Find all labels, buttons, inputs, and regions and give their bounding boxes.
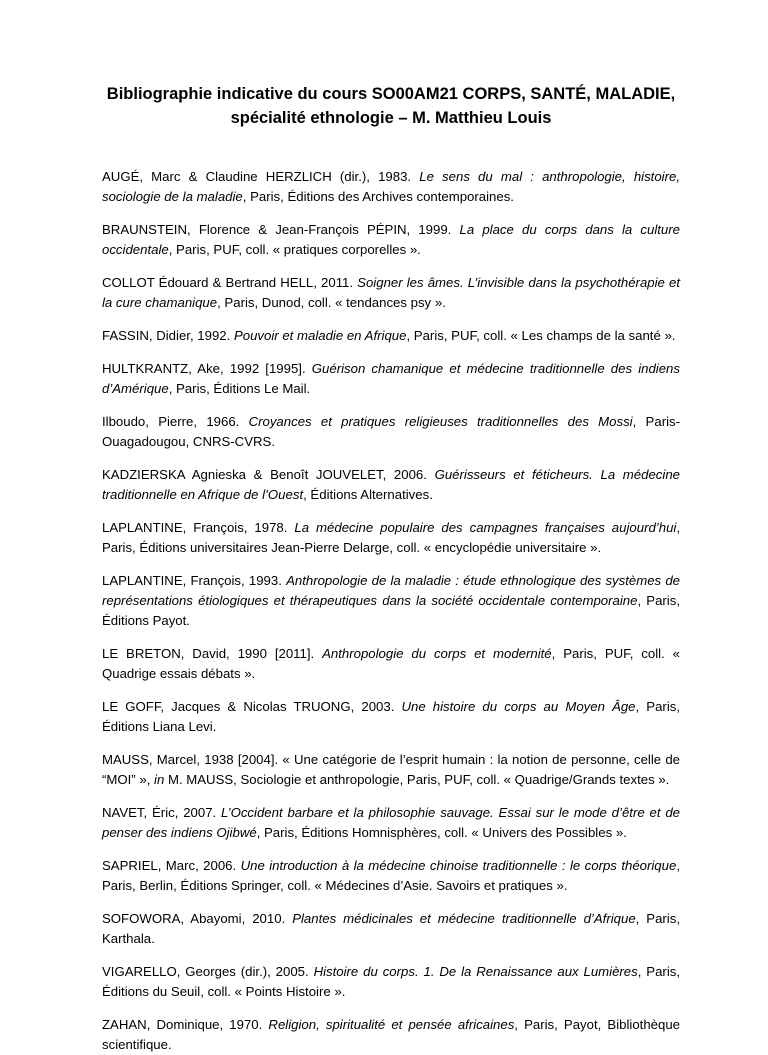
- entry-author: LAPLANTINE, François, 1993.: [102, 573, 287, 588]
- entry-author: COLLOT Édouard & Bertrand HELL, 2011.: [102, 275, 358, 290]
- entry-title: Guérison chamanique et médecine traditionnelle des indiens d’Amérique: [102, 361, 680, 396]
- entry-publisher: , Paris, Éditions des Archives contemporaines.: [242, 189, 514, 204]
- bibliography-entry: [102, 571, 680, 631]
- entry-title: Histoire du corps. 1. De la Renaissance aux Lumières: [313, 964, 638, 979]
- entry-author: LE GOFF, Jacques & Nicolas TRUONG, 2003.: [102, 699, 402, 714]
- entry-publisher: , Paris, Karthala.: [102, 911, 680, 946]
- bibliography-entry: [102, 697, 680, 737]
- bibliography-entry: [102, 167, 680, 207]
- entry-publisher: , Paris-Ouagadougou, CNRS-CVRS.: [102, 414, 680, 449]
- entry-publisher: , Paris, Éditions Le Mail.: [168, 381, 311, 396]
- entry-author: KADZIERSKA Agnieska & Benoît JOUVELET, 2006.: [102, 467, 435, 482]
- entry-title: Anthropologie du corps et modernité: [322, 646, 552, 661]
- entry-author: HULTKRANTZ, Ake, 1992 [1995].: [102, 361, 312, 376]
- bibliography-entry: [102, 326, 680, 346]
- title-line-2: spécialité ethnologie – M. Matthieu Louis: [230, 109, 552, 127]
- entry-publisher: , Paris, Éditions Liana Levi.: [102, 699, 681, 734]
- title-line-1: Bibliographie indicative du cours SO00AM21 CORPS, SANTÉ, MALADIE,: [106, 85, 676, 103]
- bibliography-entry: [102, 1015, 680, 1055]
- entry-publisher: , Paris, PUF, coll. « pratiques corporelles ».: [168, 242, 421, 257]
- entry-publisher: , Éditions Alternatives.: [303, 487, 433, 502]
- entry-publisher: , Paris, Payot, Bibliothèque scientifique.: [102, 1017, 681, 1052]
- entry-title: Religion, spiritualité et pensée africaines: [268, 1017, 515, 1032]
- entry-title: Croyances et pratiques religieuses traditionnelles des Mossi: [248, 414, 633, 429]
- bibliography-entry: [102, 856, 680, 896]
- bibliography-entry: [102, 273, 680, 313]
- bibliography-entry: [102, 962, 680, 1002]
- entry-title: Une histoire du corps au Moyen Âge: [401, 699, 636, 714]
- bibliography-entry: [102, 359, 680, 399]
- entry-author: SAPRIEL, Marc, 2006.: [102, 858, 241, 873]
- entry-title: Guérisseurs et féticheurs. La médecine traditionnelle en Afrique de l’Ouest: [102, 467, 680, 502]
- entry-author: ZAHAN, Dominique, 1970.: [102, 1017, 269, 1032]
- entry-publisher: , Paris, Dunod, coll. « tendances psy ».: [217, 295, 446, 310]
- entry-publisher: , Paris, PUF, coll. « Quadrige essais débats ».: [102, 646, 680, 681]
- entry-publisher: M. MAUSS, Sociologie et anthropologie, Paris, PUF, coll. « Quadrige/Grands textes ».: [164, 772, 670, 787]
- entry-title: Soigner les âmes. L’invisible dans la psychothérapie et la cure chamanique: [102, 275, 680, 310]
- entry-author: FASSIN, Didier, 1992.: [102, 328, 234, 343]
- entry-title: La médecine populaire des campagnes françaises aujourd’hui: [294, 520, 677, 535]
- entry-publisher: , Paris, PUF, coll. « Les champs de la santé ».: [406, 328, 676, 343]
- bibliography-entry: [102, 465, 680, 505]
- entry-title: Le sens du mal : anthropologie, histoire, sociologie de la maladie: [102, 169, 681, 204]
- bibliography-entry: [102, 220, 680, 260]
- entry-author: MAUSS, Marcel, 1938 [2004]. « Une catégorie de l’esprit humain : la notion de personne, celle de “MOI” »,: [102, 752, 680, 787]
- entry-publisher: , Paris, Éditions Payot.: [102, 593, 680, 628]
- entry-publisher: , Paris, Éditions du Seuil, coll. « Points Histoire ».: [102, 964, 681, 999]
- bibliography-entry: [102, 909, 680, 949]
- entry-publisher: , Paris, Éditions universitaires Jean-Pierre Delarge, coll. « encyclopédie universitaire ».: [102, 520, 681, 555]
- entry-author: LAPLANTINE, François, 1978.: [102, 520, 295, 535]
- entry-title: La place du corps dans la culture occidentale: [102, 222, 680, 257]
- entry-title: in: [154, 772, 165, 787]
- entry-title: Une introduction à la médecine chinoise traditionnelle : le corps théorique: [240, 858, 677, 873]
- entry-title: Plantes médicinales et médecine traditionnelle d’Afrique: [292, 911, 636, 926]
- entry-author: BRAUNSTEIN, Florence & Jean-François PÉPIN, 1999.: [102, 222, 460, 237]
- entry-author: AUGÉ, Marc & Claudine HERZLICH (dir.), 1983.: [102, 169, 420, 184]
- entry-author: VIGARELLO, Georges (dir.), 2005.: [102, 964, 314, 979]
- entry-author: LE BRETON, David, 1990 [2011].: [102, 646, 323, 661]
- bibliography-entry: [102, 412, 680, 452]
- entry-author: SOFOWORA, Abayomi, 2010.: [102, 911, 293, 926]
- bibliography-list: [102, 167, 680, 1055]
- bibliography-entry: [102, 518, 680, 558]
- entry-publisher: , Paris, Berlin, Éditions Springer, coll. « Médecines d’Asie. Savoirs et pratiques ».: [102, 858, 680, 893]
- entry-author: Ilboudo, Pierre, 1966.: [102, 414, 249, 429]
- entry-title: L’Occident barbare et la philosophie sauvage. Essai sur le mode d’être et de penser des indiens Ojibwé: [102, 805, 680, 840]
- bibliography-entry: [102, 644, 680, 684]
- bibliography-entry: [102, 803, 680, 843]
- entry-title: Anthropologie de la maladie : étude ethnologique des systèmes de représentations étiologiques et thérapeutiques dans la société occidentale contemporaine: [102, 573, 680, 608]
- page-title: [102, 82, 680, 130]
- bibliography-entry: [102, 750, 680, 790]
- entry-publisher: , Paris, Éditions Homnisphères, coll. « Univers des Possibles ».: [256, 825, 627, 840]
- entry-author: NAVET, Éric, 2007.: [102, 805, 222, 820]
- entry-title: Pouvoir et maladie en Afrique: [233, 328, 407, 343]
